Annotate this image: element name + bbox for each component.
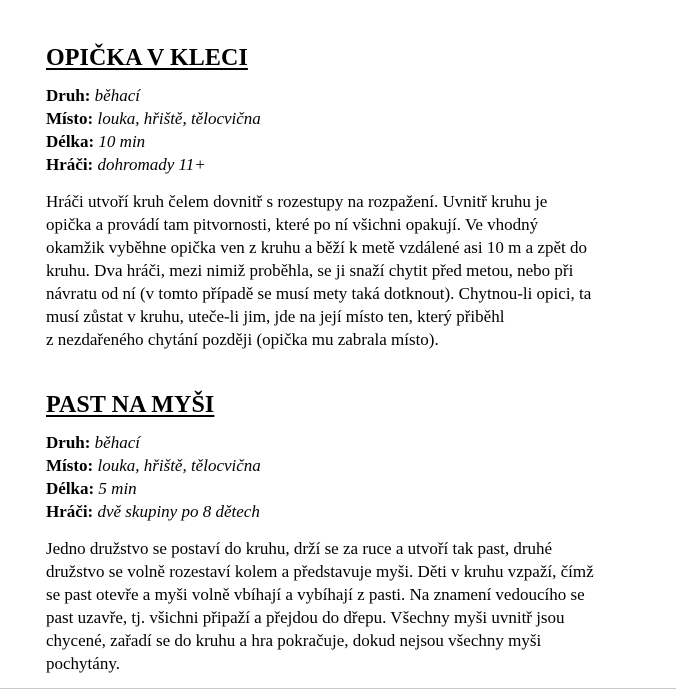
meta-row-misto bbox=[46, 107, 646, 130]
meta-label-hraci: Hráči: bbox=[46, 155, 94, 174]
description-line: se past otevře a myši volně vbíhají a vybíhají z pasti. Na znamení vedoucího se bbox=[46, 585, 585, 604]
description-line: musí zůstat v kruhu, uteče-li jim, jde na její místo ten, který přiběhl bbox=[46, 307, 505, 326]
description-line: návratu od ní (v tomto případě se musí mety taká dotknout). Chytnou-li opici, ta bbox=[46, 284, 592, 303]
meta-row-hraci bbox=[46, 500, 646, 523]
description-line: okamžik vyběhne opička ven z kruhu a běží k metě vzdálené asi 10 m a zpět do bbox=[46, 238, 587, 257]
description-line: družstvo se volně rozestaví kolem a představuje myši. Děti v kruhu vzpaží, čímž bbox=[46, 562, 594, 581]
meta-value-hraci: dvě skupiny po 8 dětech bbox=[97, 502, 260, 521]
meta-row-misto bbox=[46, 454, 646, 477]
meta-label-druh: Druh: bbox=[46, 433, 91, 452]
description-line: past uzavře, tj. všichni připaží a přejdou do dřepu. Všechny myši uvnitř jsou bbox=[46, 608, 565, 627]
meta-label-misto: Místo: bbox=[46, 109, 94, 128]
description-line: opička a provádí tam pitvornosti, které po ní všichni opakují. Ve vhodný bbox=[46, 215, 539, 234]
description-line: chycené, zařadí se do kruhu a hra pokračuje, dokud nejsou všechny myši bbox=[46, 631, 542, 650]
meta-value-delka: 5 min bbox=[98, 479, 137, 498]
meta-value-delka: 10 min bbox=[98, 132, 146, 151]
description-line: pochytány. bbox=[46, 654, 120, 673]
meta-label-misto: Místo: bbox=[46, 456, 94, 475]
game-section-past-na-mysi bbox=[46, 391, 646, 675]
meta-value-misto: louka, hřiště, tělocvična bbox=[97, 456, 261, 475]
meta-row-delka bbox=[46, 130, 646, 153]
meta-value-hraci: dohromady 11+ bbox=[97, 155, 206, 174]
game-description bbox=[46, 537, 646, 675]
meta-label-delka: Délka: bbox=[46, 479, 95, 498]
game-description bbox=[46, 190, 646, 351]
game-meta bbox=[46, 84, 646, 176]
description-line: kruhu. Dva hráči, mezi nimiž proběhla, se ji snaží chytit před metou, nebo při bbox=[46, 261, 574, 280]
game-title: PAST NA MYŠI bbox=[46, 392, 215, 418]
game-section-opicka bbox=[46, 44, 646, 351]
meta-value-druh: běhací bbox=[94, 433, 140, 452]
meta-value-druh: běhací bbox=[94, 86, 140, 105]
meta-label-hraci: Hráči: bbox=[46, 502, 94, 521]
meta-row-hraci bbox=[46, 153, 646, 176]
game-title: OPIČKA V KLECI bbox=[46, 45, 248, 71]
meta-label-druh: Druh: bbox=[46, 86, 91, 105]
meta-row-delka bbox=[46, 477, 646, 500]
meta-row-druh bbox=[46, 84, 646, 107]
page-bottom-divider bbox=[0, 688, 676, 689]
meta-value-misto: louka, hřiště, tělocvična bbox=[97, 109, 261, 128]
description-line: Jedno družstvo se postaví do kruhu, drží se za ruce a utvoří tak past, druhé bbox=[46, 539, 553, 558]
description-line: Hráči utvoří kruh čelem dovnitř s rozestupy na rozpažení. Uvnitř kruhu je bbox=[46, 192, 548, 211]
description-line: z nezdařeného chytání později (opička mu zabrala místo). bbox=[46, 330, 439, 349]
meta-row-druh bbox=[46, 431, 646, 454]
game-meta bbox=[46, 431, 646, 523]
meta-label-delka: Délka: bbox=[46, 132, 95, 151]
